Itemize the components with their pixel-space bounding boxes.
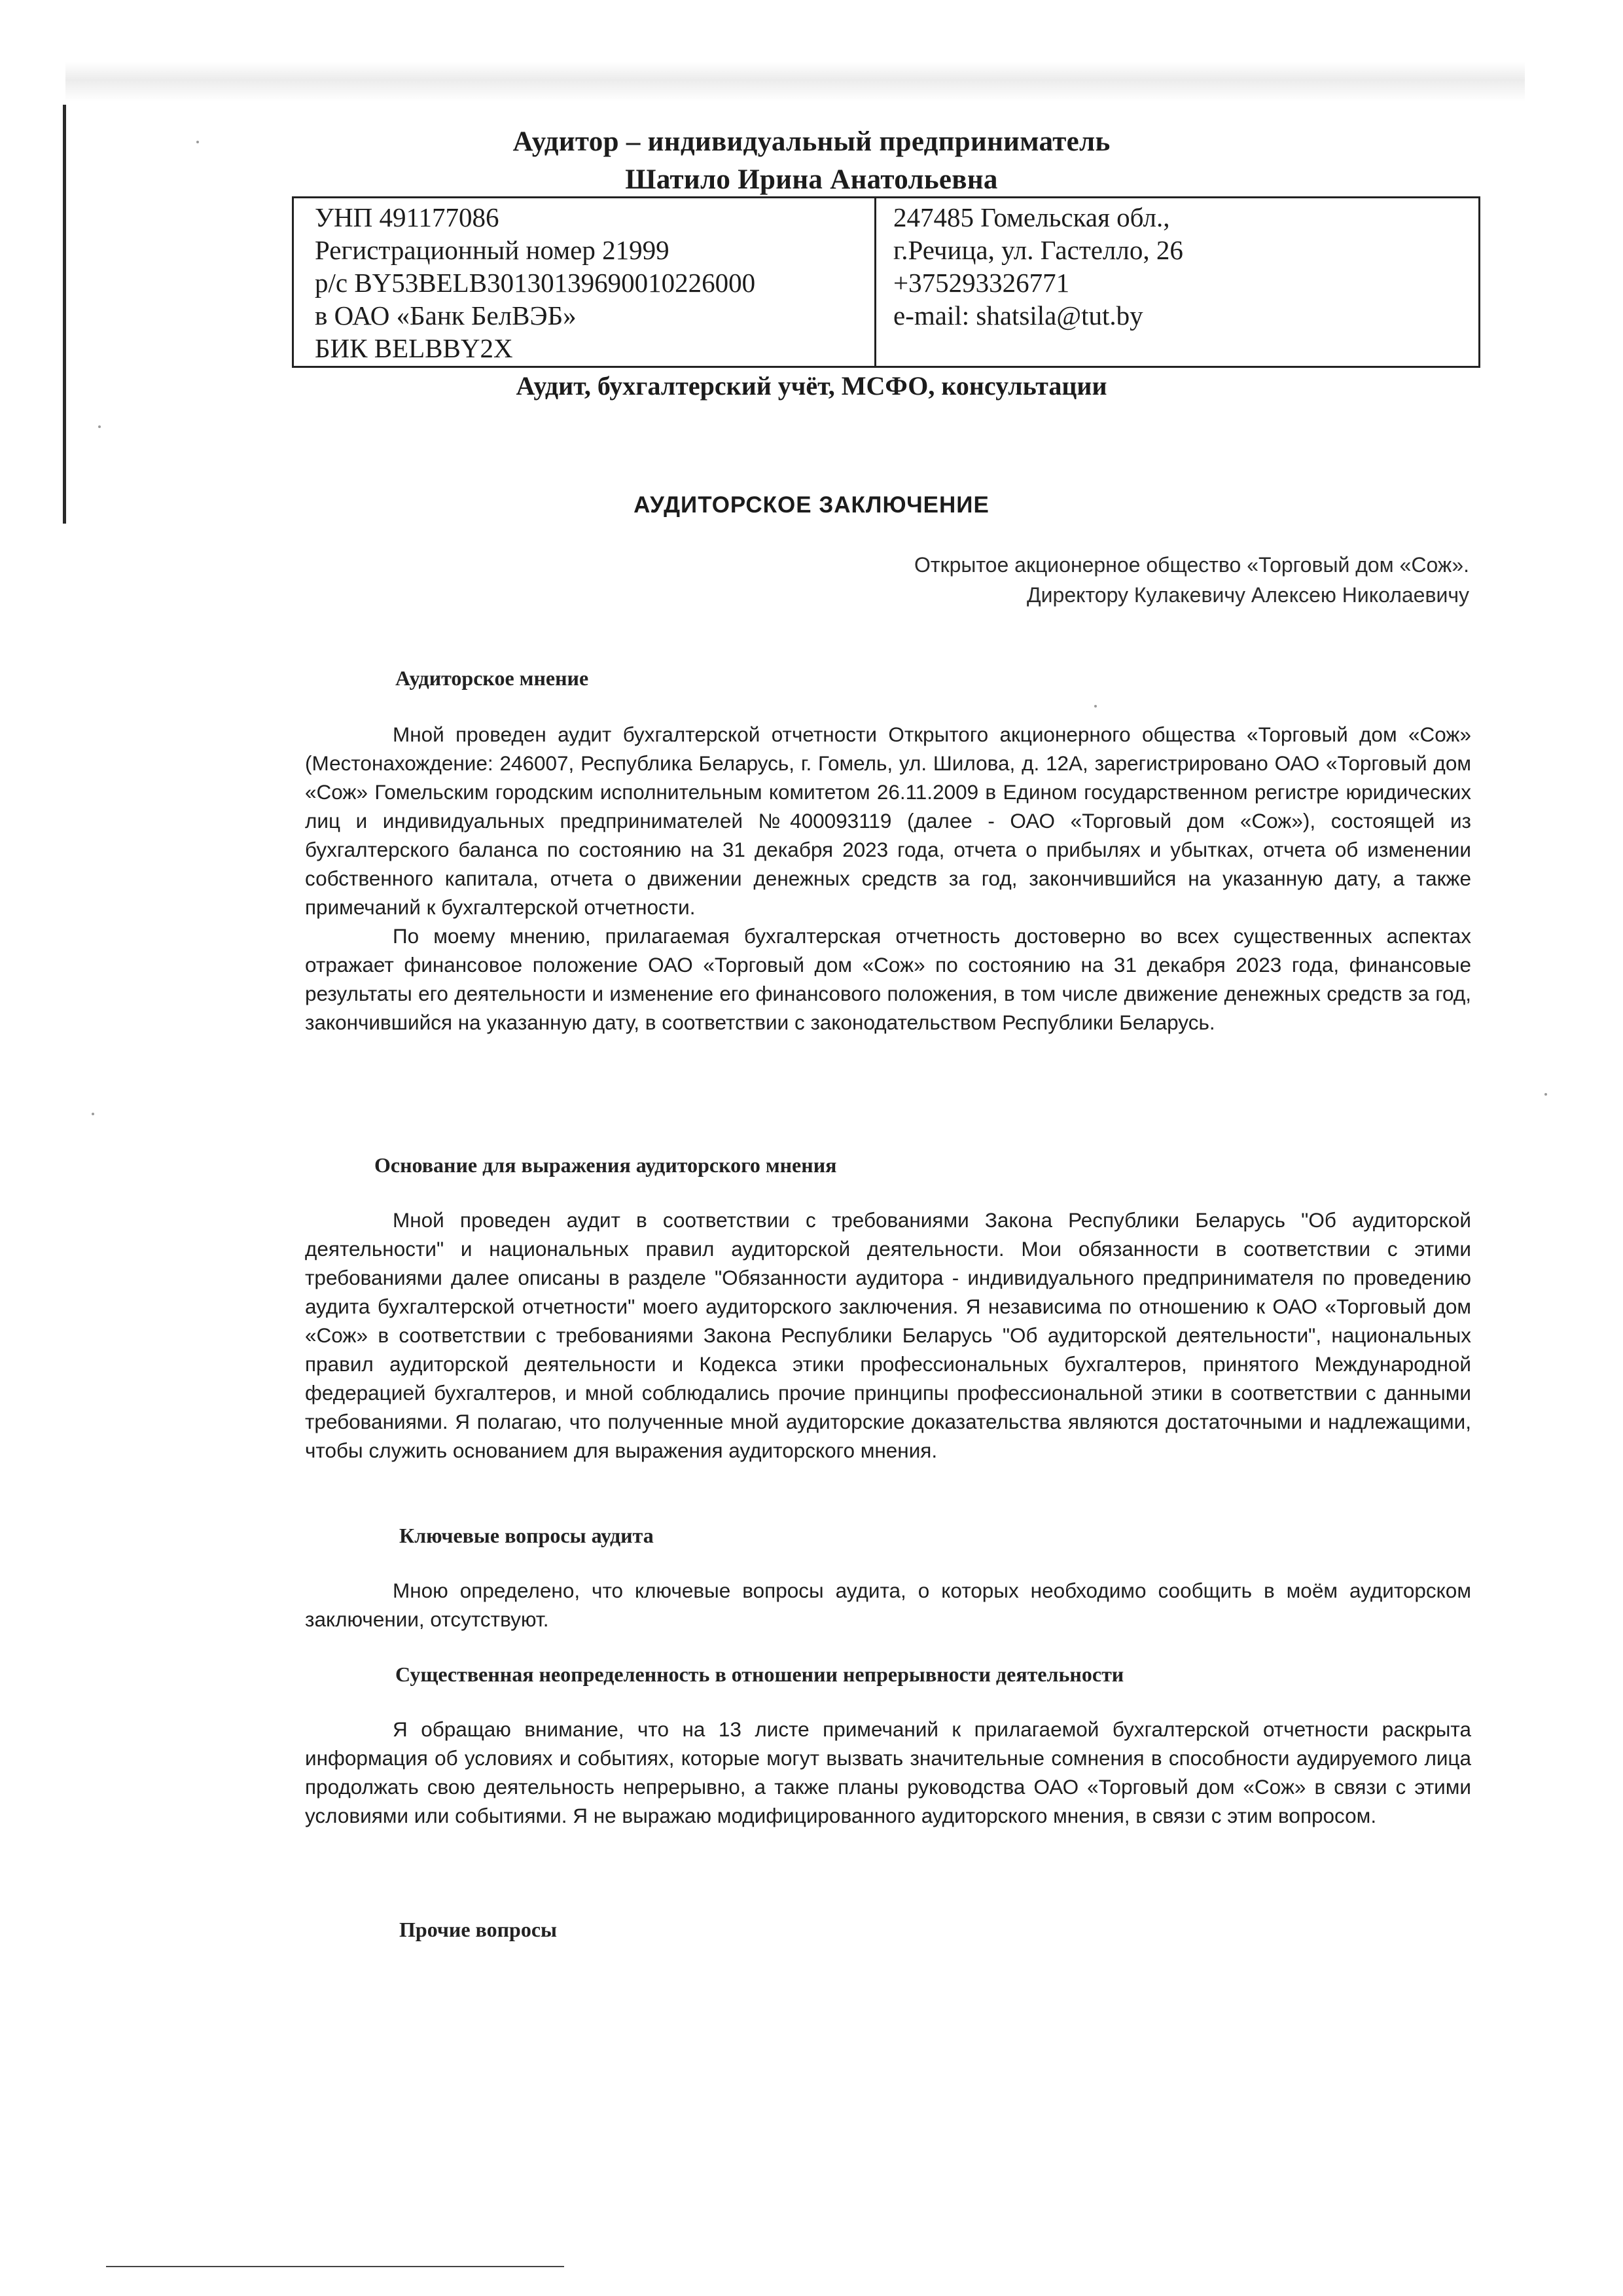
going-concern-text	[305, 1715, 1471, 1830]
addressee-company: Открытое акционерное общество «Торговый дом «Сож».	[914, 553, 1469, 577]
letterhead-title: Аудитор – индивидуальный предприниматель	[512, 126, 1111, 157]
phone-line: +375293326771	[893, 268, 1070, 298]
services-line: Аудит, бухгалтерский учёт, МСФО, консультации	[516, 371, 1107, 401]
unp-line: УНП 491177086	[315, 202, 499, 232]
heading-other-matters: Прочие вопросы	[399, 1918, 558, 1941]
scan-speck	[98, 425, 101, 428]
scan-speck	[92, 1113, 94, 1115]
bank-name-line: в ОАО «Банк БелВЭБ»	[315, 300, 577, 331]
bic-line: БИК BELBBY2X	[315, 333, 513, 363]
contact-requisites	[876, 198, 1478, 366]
auditor-name: Шатило Ирина Анатольевна	[625, 164, 998, 195]
scan-speck	[1094, 705, 1097, 708]
heading-opinion: Аудиторское мнение	[395, 666, 589, 690]
basis-text	[305, 1206, 1471, 1465]
addressee-block	[914, 550, 1469, 610]
address-line-2: г.Речица, ул. Гастелло, 26	[893, 235, 1183, 265]
scan-speck	[1544, 1093, 1547, 1096]
heading-key-matters: Ключевые вопросы аудита	[399, 1524, 654, 1547]
email-line: e-mail: shatsila@tut.by	[893, 300, 1143, 331]
heading-basis: Основание для выражения аудиторского мнения	[374, 1153, 837, 1177]
key-matters-paragraph-1: Мною определено, что ключевые вопросы аудита, о которых необходимо сообщить в моём аудиторском заключении, отсутствуют.	[305, 1579, 1471, 1631]
scan-shadow-top	[65, 62, 1525, 101]
address-line-1: 247485 Гомельская обл.,	[893, 202, 1170, 232]
opinion-paragraph-1: Мной проведен аудит бухгалтерской отчетности Открытого акционерного общества «Торговый дом «Сож» (Местонахождение: 246007, Республика Беларусь, г. Гомель, ул. Шилова, д. 12А, зарегистрировано ОАО «Торговый дом «Сож» Гомельским городским исполнительным комитетом 26.11.2009 в Едином государственном регистре юридических лиц и индивидуальных предпринимателей №400093119 (далее - ОАО «Торговый дом «Сож»), состоящей из бухгалтерского баланса по состоянию на 31 декабря 2023 года, отчета о прибылях и убытках, отчета об изменении собственного капитала, отчета о движении денежных средств за год, закончившийся на указанную дату, а также примечаний к бухгалтерской отчетности.	[305, 723, 1471, 919]
basis-paragraph-1: Мной проведен аудит в соответствии с требованиями Закона Республики Беларусь "Об аудиторской деятельности" и национальных правил аудиторской деятельности. Мои обязанности в соответствии с этими требованиями далее описаны в разделе "Обязанности аудитора - индивидуального предпринимателя по проведению аудита бухгалтерской отчетности" моего аудиторского заключения. Я независима по отношению к ОАО «Торговый дом «Сож» в соответствии с требованиями Закона Республики Беларусь "Об аудиторской деятельности", национальных правил аудиторской деятельности и Кодекса этики профессиональных бухгалтеров, принятого Международной федерацией бухгалтеров, и мной соблюдались прочие принципы профессиональной этики в соответствии с данными требованиями. Я полагаю, что полученные мной аудиторские доказательства являются достаточными и надлежащими, чтобы служить основанием для выражения аудиторского мнения.	[305, 1208, 1471, 1462]
document-title: АУДИТОРСКОЕ ЗАКЛЮЧЕНИЕ	[633, 492, 990, 518]
addressee-director: Директору Кулакевичу Алексею Николаевичу	[1026, 583, 1469, 607]
opinion-text	[305, 720, 1471, 1037]
heading-going-concern: Существенная неопределенность в отношении непрерывности деятельности	[395, 1662, 1124, 1686]
bottom-rule	[106, 2266, 564, 2267]
key-matters-text	[305, 1576, 1471, 1634]
bank-requisites	[294, 198, 876, 366]
going-concern-paragraph-1: Я обращаю внимание, что на 13 листе примечаний к прилагаемой бухгалтерской отчетности раскрыта информация об условиях и событиях, которые могут вызвать значительные сомнения в способности аудируемого лица продолжать свою деятельность непрерывно, а также планы руководства ОАО «Торговый дом «Сож» в связи с этими условиями или событиями. Я не выражаю модифицированного аудиторского мнения, в связи с этим вопросом.	[305, 1717, 1471, 1827]
opinion-paragraph-2: По моему мнению, прилагаемая бухгалтерская отчетность достоверно во всех существенных аспектах отражает финансовое положение ОАО «Торговый дом «Сож» по состоянию на 31 декабря 2023 года, финансовые результаты его деятельности и изменение его финансового положения, в том числе движение денежных средств за год, закончившийся на указанную дату, в соответствии с законодательством Республики Беларусь.	[305, 924, 1471, 1034]
requisites-table	[292, 196, 1480, 368]
bank-account-line: р/с BY53BELB30130139690010226000	[315, 268, 756, 298]
registration-number-line: Регистрационный номер 21999	[315, 235, 669, 265]
